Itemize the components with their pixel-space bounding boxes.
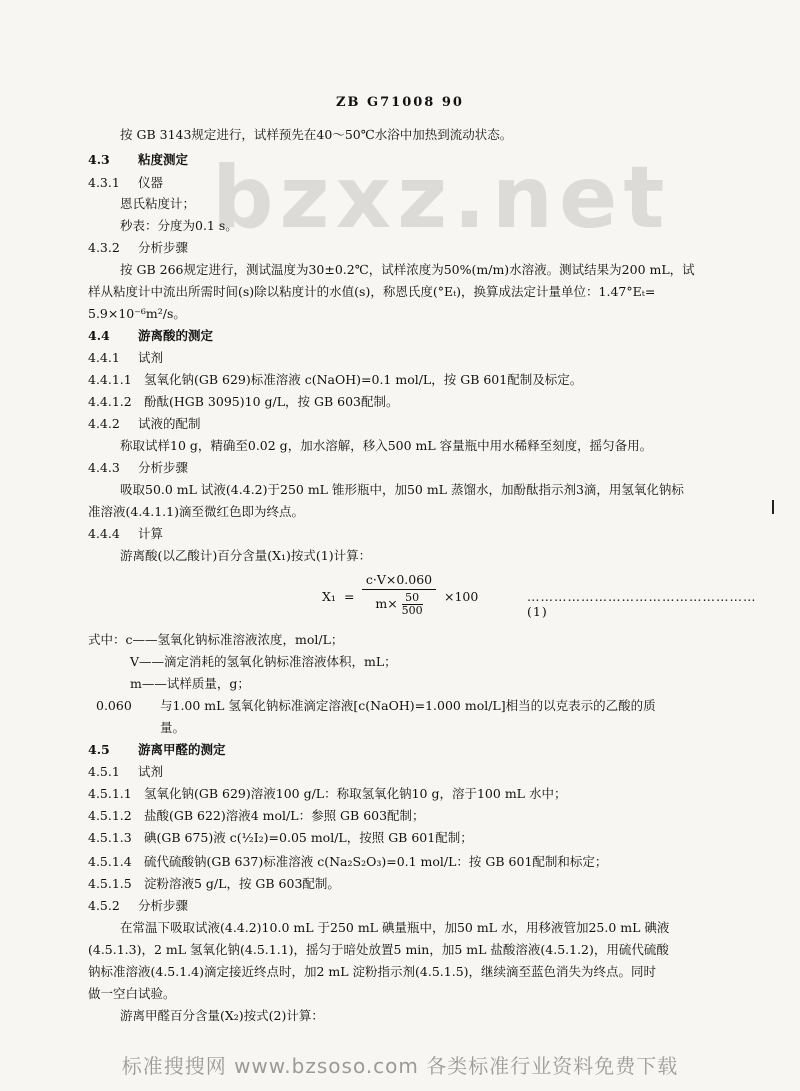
text-line: 4.4.1.1 氢氧化钠(GB 629)标准溶液 c(NaOH)=0.1 mol/L，按 GB 601配制及标定。 [88, 372, 583, 387]
text-line: 量。 [160, 720, 186, 735]
text-line: 4.5.1.2 盐酸(GB 622)溶液4 mol/L：参照 GB 603配制； [88, 808, 425, 823]
text-line: 4.4.1.2 酚酞(HGB 3095)10 g/L，按 GB 603配制。 [88, 394, 399, 409]
formula-denominator: m× $\frac{50}{500}$ [375, 591, 423, 617]
text-line: 4.5.1.4 硫代硫酸钠(GB 637)标准溶液 c(Na₂S₂O₃)=0.1 mol/L：按 GB 601配制和标定； [88, 854, 608, 869]
subsection-heading: 4.5.2 分析步骤 [88, 898, 189, 913]
text-line: 4.5.1.3 碘(GB 675)液 c(½I₂)=0.05 mol/L，按照 GB 601配制； [88, 830, 473, 845]
margin-mark [772, 500, 774, 514]
text-line: 按 GB 266规定进行，测试温度为30±0.2℃，试样浓度为50%(m/m)水溶液。测试结果为200 mL，试 [120, 262, 695, 277]
text-line: 吸取50.0 mL 试液(4.4.2)于250 mL 锥形瓶中，加50 mL 蒸馏水，加酚酞指示剂3滴，用氢氧化钠标 [120, 482, 684, 497]
text-line: 秒表：分度为0.1 s。 [120, 218, 238, 233]
subsection-heading: 4.3.1 仪器 [88, 175, 164, 190]
text-line: 准溶液(4.4.1.1)滴至微红色即为终点。 [88, 504, 304, 519]
subsection-heading: 4.4.4 计算 [88, 526, 164, 541]
formula-eq: = [344, 589, 355, 604]
section-heading: 4.3 粘度测定 [88, 152, 189, 167]
formula-number: ……………………………………………(1) [527, 589, 757, 619]
formula-times: ×100 [444, 589, 479, 604]
section-heading: 4.5 游离甲醛的测定 [88, 742, 226, 757]
formula-numerator: c·V×0.060 [362, 572, 436, 590]
text-line: 在常温下吸取试液(4.4.2)10.0 mL 于250 mL 碘量瓶中，加50 mL 水，用移液管加25.0 mL 碘液 [120, 920, 670, 935]
watermark: bzxz.net [212, 148, 671, 248]
formula-lhs: X₁ [322, 589, 336, 604]
subsection-heading: 4.4.1 试剂 [88, 350, 164, 365]
text-line: 5.9×10⁻⁶m²/s。 [88, 306, 186, 321]
text-line: 4.5.1.1 氢氧化钠(GB 629)溶液100 g/L：称取氢氧化钠10 g，溶于100 mL 水中； [88, 786, 567, 801]
subsection-heading: 4.5.1 试剂 [88, 764, 164, 779]
footer-banner: 标准搜搜网 www.bzsoso.com 各类标准行业资料免费下载 [121, 1054, 679, 1078]
subsection-heading: 4.4.3 分析步骤 [88, 460, 189, 475]
text-line: 做一空白试验。 [88, 986, 176, 1001]
text-line: 式中：c——氢氧化钠标准溶液浓度，mol/L； [88, 632, 344, 647]
text-line: m——试样质量，g； [130, 676, 250, 691]
text-line: 样从粘度计中流出所需时间(s)除以粘度计的水值(s)，称恩氏度(°Eₜ)，换算成法定计量单位：1.47°Eₜ= [88, 284, 656, 299]
text-line: 游离甲醛百分含量(X₂)按式(2)计算： [120, 1008, 324, 1023]
text-line: 与1.00 mL 氢氧化钠标准滴定溶液[c(NaOH)=1.000 mol/L]相当的以克表示的乙酸的质 [160, 698, 656, 713]
formula-fraction [362, 572, 436, 617]
text-line: 4.5.1.5 淀粉溶液5 g/L，按 GB 603配制。 [88, 876, 340, 891]
formula-1 [322, 572, 757, 624]
text-line: 钠标准溶液(4.5.1.4)滴定接近终点时，加2 mL 淀粉指示剂(4.5.1.5)，继续滴至蓝色消失为终点。同时 [88, 964, 657, 979]
page-header: ZB G71008 90 [336, 95, 464, 110]
section-heading: 4.4 游离酸的测定 [88, 328, 214, 343]
text-line: V——滴定消耗的氢氧化钠标准溶液体积，mL； [130, 654, 397, 669]
text-line: 游离酸(以乙酸计)百分含量(X₁)按式(1)计算： [120, 548, 372, 563]
subsection-heading: 4.4.2 试液的配制 [88, 416, 201, 431]
text-line: 称取试样10 g，精确至0.02 g，加水溶解，移入500 mL 容量瓶中用水稀释至刻度，摇匀备用。 [120, 438, 653, 453]
text-line: 按 GB 3143规定进行，试样预先在40～50℃水浴中加热到流动状态。 [120, 127, 513, 142]
text-line: 恩氏粘度计； [120, 196, 196, 211]
subsection-heading: 4.3.2 分析步骤 [88, 240, 189, 255]
text-line: 0.060 [96, 698, 132, 713]
text-line: (4.5.1.3)，2 mL 氢氧化钠(4.5.1.1)，摇匀于暗处放置5 min，加5 mL 盐酸溶液(4.5.1.2)，用硫代硫酸 [88, 942, 669, 957]
formula-inner-fraction: $\frac{50}{500}$ [401, 591, 423, 617]
